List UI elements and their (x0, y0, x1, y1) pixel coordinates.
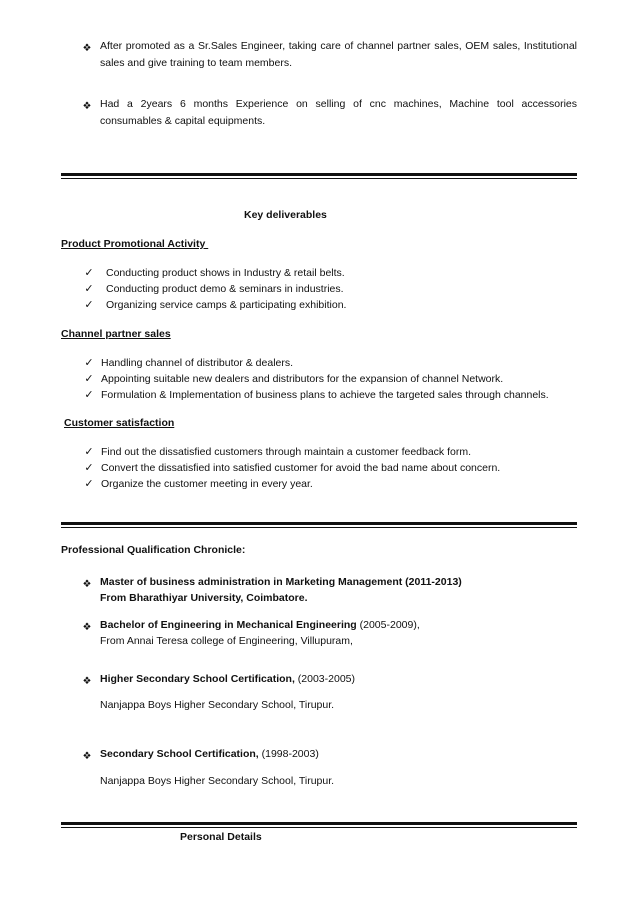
personal-details-title: Personal Details (180, 831, 262, 843)
qualification-years: (2005-2009), (356, 619, 420, 631)
qualification-entry (100, 671, 355, 688)
qualification-entry (100, 617, 420, 634)
qualification-institute: Nanjappa Boys Higher Secondary School, Tirupur. (100, 775, 335, 787)
qualification-entry (100, 746, 319, 763)
diamond-bullet-icon: ❖ (82, 622, 92, 633)
product-promotion-heading: Product Promotional Activity (61, 238, 209, 250)
customer-item-3: Organize the customer meeting in every year. (101, 478, 313, 490)
check-icon: ✓ (84, 267, 94, 279)
check-icon: ✓ (84, 373, 94, 385)
diamond-bullet-icon: ❖ (82, 101, 92, 112)
qualification-heading: Professional Qualification Chronicle: (61, 544, 246, 556)
check-icon: ✓ (84, 478, 94, 490)
section-divider (61, 522, 577, 525)
channel-sales-heading: Channel partner sales (61, 328, 171, 340)
qualification-degree: Secondary School Certification, (100, 748, 259, 760)
experience-bullet-2: Had a 2years 6 months Experience on selling of cnc machines, Machine tool accessories consumables & capital equipments. (100, 98, 577, 127)
check-icon: ✓ (84, 357, 94, 369)
qualification-years: (2011-2013) (402, 576, 462, 588)
section-divider (61, 822, 577, 825)
channel-item-1: Handling channel of distributor & dealers. (101, 357, 294, 369)
qualification-years: (1998-2003) (258, 748, 319, 760)
section-divider (61, 527, 577, 528)
diamond-bullet-icon: ❖ (82, 676, 92, 687)
check-icon: ✓ (84, 283, 94, 295)
diamond-bullet-icon: ❖ (82, 43, 92, 54)
section-divider (61, 827, 577, 828)
qualification-degree: Higher Secondary School Certification, (100, 673, 295, 685)
diamond-bullet-icon: ❖ (82, 751, 92, 762)
qualification-institute: Nanjappa Boys Higher Secondary School, Tirupur. (100, 699, 335, 711)
qualification-entry (100, 574, 462, 591)
qualification-institute: From Bharathiyar University, Coimbatore. (100, 592, 308, 604)
key-deliverables-title: Key deliverables (244, 209, 327, 221)
channel-item-2: Appointing suitable new dealers and distributors for the expansion of channel Network. (101, 373, 504, 385)
diamond-bullet-icon: ❖ (82, 579, 92, 590)
qualification-years: (2003-2005) (294, 673, 355, 685)
check-icon: ✓ (84, 446, 94, 458)
check-icon: ✓ (84, 389, 94, 401)
check-icon: ✓ (84, 462, 94, 474)
check-icon: ✓ (84, 299, 94, 311)
customer-item-1: Find out the dissatisfied customers through maintain a customer feedback form. (101, 446, 472, 458)
customer-item-2: Convert the dissatisfied into satisfied customer for avoid the bad name about concern. (101, 462, 501, 474)
experience-bullet-1: After promoted as a Sr.Sales Engineer, taking care of channel partner sales, OEM sales, Institutional sales and give training to team members. (100, 40, 577, 69)
qualification-degree: Master of business administration in Marketing Management (100, 576, 403, 588)
section-divider (61, 173, 577, 176)
product-item-1: Conducting product shows in Industry & retail belts. (106, 267, 345, 279)
customer-satisfaction-heading: Customer satisfaction (64, 417, 175, 429)
product-item-3: Organizing service camps & participating exhibition. (106, 299, 347, 311)
qualification-institute: From Annai Teresa college of Engineering, Villupuram, (100, 635, 353, 647)
qualification-degree: Bachelor of Engineering in Mechanical Engineering (100, 619, 357, 631)
product-item-2: Conducting product demo & seminars in industries. (106, 283, 344, 295)
channel-item-3: Formulation & Implementation of business plans to achieve the targeted sales through channels. (101, 389, 549, 401)
section-divider (61, 178, 577, 179)
